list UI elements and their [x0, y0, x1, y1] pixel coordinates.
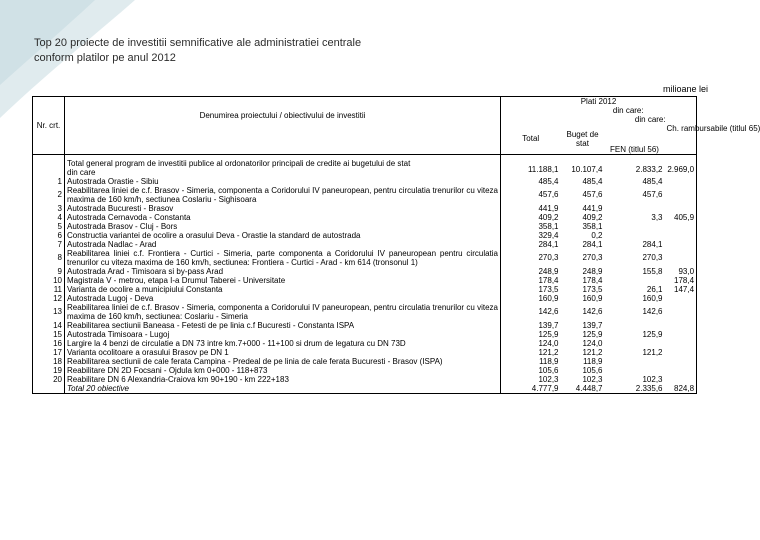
project-name: Reabilitare DN 6 Alexandria-Craiova km 90+190 - km 222+183	[65, 375, 501, 384]
value-buget: 178,4	[582, 275, 603, 285]
header-total: Total	[522, 134, 540, 144]
project-name: Magistrala V - metrou, etapa I-a Drumul Taberei - Universitate	[65, 276, 501, 285]
value-buget: 142,6	[582, 307, 603, 316]
project-name: Reabilitarea sectiunii de cale ferata Campina - Predeal de pe linia de cale ferata Bucuresti - Brasov (ISPA)	[65, 357, 501, 366]
header-din-care-2: din care:	[605, 115, 697, 124]
table-row	[33, 285, 697, 294]
value-fen: 284,1	[642, 239, 663, 249]
project-name: Reabilitarea liniei de c.f. Brasov - Simeria, componenta a Coridorului IV paneuropean, pentru circulatia trenurilor cu viteza maxima de 160 km/h, sectiunea: Coslariu - Simeria	[65, 303, 501, 321]
row-number: 1	[33, 177, 65, 186]
value-buget: 173,5	[582, 284, 603, 294]
value-ch	[665, 294, 697, 303]
row-number: 10	[33, 276, 65, 285]
value-fen	[605, 222, 665, 231]
header-denumire: Denumirea proiectului / obiectivului de investitii	[199, 111, 366, 121]
summary-fen: 2.833,2	[605, 154, 665, 177]
row-number: 16	[33, 339, 65, 348]
value-buget: 441,9	[582, 203, 603, 213]
page-title	[34, 36, 361, 66]
table-row	[33, 240, 697, 249]
project-name: Autostrada Timisoara - Lugoj	[65, 330, 501, 339]
value-buget: 485,4	[582, 176, 603, 186]
value-ch	[665, 186, 697, 204]
value-ch	[665, 222, 697, 231]
summary-ch: 2.969,0	[665, 154, 697, 177]
table-row	[33, 294, 697, 303]
project-name: Varianta de ocolire a municipiului Constanta	[65, 285, 501, 294]
table-row	[33, 357, 697, 366]
project-name: Autostrada Cernavoda - Constanta	[65, 213, 501, 222]
value-total: 102,3	[538, 374, 559, 384]
value-total: 270,3	[538, 253, 559, 262]
row-number: 5	[33, 222, 65, 231]
row-number: 7	[33, 240, 65, 249]
value-fen	[605, 276, 665, 285]
summary-label: Total general program de investitii publice al ordonatorilor principali de credite ai bugetului de stat	[67, 158, 411, 168]
table-row	[33, 249, 697, 267]
footer-buget: 4.448,7	[561, 384, 605, 394]
header-row-1	[33, 97, 697, 107]
value-total: 248,9	[538, 266, 559, 276]
footer-ch: 824,8	[665, 384, 697, 394]
header-plati: Plati 2012	[501, 97, 697, 107]
value-buget: 248,9	[582, 266, 603, 276]
value-total: 125,9	[538, 329, 559, 339]
row-number: 20	[33, 375, 65, 384]
table-row	[33, 276, 697, 285]
footer-label: Total 20 obiective	[65, 384, 501, 394]
value-ch: 405,9	[665, 213, 697, 222]
value-ch	[665, 330, 697, 339]
value-buget: 124,0	[582, 338, 603, 348]
row-number: 9	[33, 267, 65, 276]
table-row	[33, 366, 697, 375]
value-total: 284,1	[538, 239, 559, 249]
value-total: 441,9	[538, 203, 559, 213]
value-ch: 147,4	[665, 285, 697, 294]
project-name: Autostrada Brasov - Cluj - Bors	[65, 222, 501, 231]
title-line-2: conform platilor pe anul 2012	[34, 52, 176, 64]
footer-row	[33, 384, 697, 394]
table-row	[33, 330, 697, 339]
table-row	[33, 177, 697, 186]
project-name: Reabilitarea liniei de c.f. Brasov - Simeria, componenta a Coridorului IV paneuropean, pentru circulatia trenurilor cu viteza maxima de 160 km/h, sectiunea Coslariu - Sighisoara	[65, 186, 501, 204]
table-row	[33, 339, 697, 348]
value-ch	[665, 303, 697, 321]
table-row	[33, 231, 697, 240]
value-buget: 457,6	[582, 190, 603, 199]
value-buget: 409,2	[582, 212, 603, 222]
value-buget: 270,3	[582, 253, 603, 262]
value-ch	[665, 177, 697, 186]
unit-label: milioane lei	[662, 84, 708, 94]
table-row	[33, 348, 697, 357]
table-row	[33, 213, 697, 222]
value-total: 118,9	[539, 356, 559, 366]
footer-fen: 2.335,6	[605, 384, 665, 394]
row-number: 17	[33, 348, 65, 357]
value-fen	[605, 321, 665, 330]
value-ch	[665, 240, 697, 249]
value-ch: 93,0	[665, 267, 697, 276]
header-buget: Buget de stat	[566, 129, 599, 148]
table-row	[33, 375, 697, 384]
value-buget: 284,1	[582, 239, 603, 249]
value-buget: 358,1	[582, 221, 603, 231]
value-fen	[605, 204, 665, 213]
value-total: 409,2	[538, 212, 559, 222]
row-number: 12	[33, 294, 65, 303]
row-number: 8	[33, 249, 65, 267]
value-ch	[665, 321, 697, 330]
value-total: 358,1	[538, 221, 559, 231]
row-number: 18	[33, 357, 65, 366]
value-fen	[605, 231, 665, 240]
value-buget: 105,6	[582, 365, 603, 375]
header-fen: FEN (titlul 56)	[610, 144, 659, 154]
value-fen: 121,2	[642, 347, 663, 357]
value-total: 105,6	[538, 365, 559, 375]
project-name: Autostrada Bucuresti - Brasov	[65, 204, 501, 213]
row-number: 13	[33, 303, 65, 321]
row-number: 4	[33, 213, 65, 222]
row-number: 6	[33, 231, 65, 240]
value-fen: 485,4	[642, 176, 663, 186]
project-name: Largire la 4 benzi de circulatie a DN 73 intre km.7+000 - 11+100 si drum de legatura cu DN 73D	[65, 339, 501, 348]
value-buget: 118,9	[583, 356, 603, 366]
table-row	[33, 186, 697, 204]
value-total: 124,0	[538, 338, 559, 348]
investment-table	[32, 96, 760, 394]
value-total: 160,9	[538, 293, 559, 303]
table-row	[33, 204, 697, 213]
value-fen: 155,8	[642, 266, 663, 276]
project-name: Autostrada Orastie - Sibiu	[65, 177, 501, 186]
value-buget: 121,2	[582, 347, 603, 357]
value-ch	[665, 348, 697, 357]
row-number: 14	[33, 321, 65, 330]
summary-buget: 10.107,4	[561, 154, 605, 177]
project-name: Autostrada Lugoj - Deva	[65, 294, 501, 303]
value-buget: 0,2	[591, 230, 603, 240]
summary-row	[33, 154, 697, 177]
value-total: 457,6	[538, 190, 559, 199]
footer-total: 4.777,9	[501, 384, 561, 394]
header-nr: Nr. crt.	[36, 120, 61, 130]
value-total: 329,4	[538, 230, 559, 240]
row-number: 11	[33, 285, 65, 294]
value-fen	[605, 357, 665, 366]
value-total: 173,5	[538, 284, 559, 294]
value-total: 139,7	[538, 320, 559, 330]
value-fen: 102,3	[642, 374, 663, 384]
value-fen: 125,9	[642, 329, 663, 339]
value-ch	[665, 231, 697, 240]
value-fen: 457,6	[642, 190, 663, 199]
project-name: Constructia variantei de ocolire a orasului Deva - Orastie la standard de autostrada	[65, 231, 501, 240]
value-total: 485,4	[538, 176, 559, 186]
value-ch	[665, 339, 697, 348]
value-fen: 26,1	[646, 284, 663, 294]
project-name: Autostrada Arad - Timisoara si by-pass Arad	[65, 267, 501, 276]
value-ch	[665, 357, 697, 366]
value-total: 121,2	[538, 347, 559, 357]
row-number: 2	[33, 186, 65, 204]
value-fen	[605, 366, 665, 375]
value-buget: 139,7	[582, 320, 603, 330]
summary-total: 11.188,1	[501, 154, 561, 177]
header-ch: Ch. rambursabile (titlul 65)	[665, 124, 697, 154]
summary-din-care: din care	[67, 167, 96, 177]
project-name: Reabilitare DN 2D Focsani - Ojdula km 0+000 - 118+873	[65, 366, 501, 375]
value-fen: 3,3	[651, 212, 663, 222]
table-row	[33, 321, 697, 330]
value-buget: 125,9	[582, 329, 603, 339]
value-ch	[665, 375, 697, 384]
value-fen: 270,3	[642, 253, 663, 262]
value-ch: 178,4	[665, 276, 697, 285]
value-ch	[665, 249, 697, 267]
value-total: 142,6	[538, 307, 559, 316]
value-ch	[665, 366, 697, 375]
row-number: 19	[33, 366, 65, 375]
project-name: Varianta ocolitoare a orasului Brasov pe DN 1	[65, 348, 501, 357]
value-buget: 160,9	[582, 293, 603, 303]
value-fen	[605, 339, 665, 348]
table-row	[33, 303, 697, 321]
row-number: 15	[33, 330, 65, 339]
value-total: 178,4	[538, 275, 559, 285]
table-row	[33, 222, 697, 231]
value-fen: 142,6	[642, 307, 663, 316]
project-name: Reabilitarea sectiunii Baneasa - Fetesti de pe linia c.f Bucuresti - Constanta ISPA	[65, 321, 501, 330]
table-row	[33, 267, 697, 276]
project-name: Reabilitarea liniei c.f. Frontiera - Curtici - Simeria, parte componenta a Coridorului IV paneuropean pentru circulatia trenurilor cu viteza maxima de 160 km/h, sectiunea: Frontiera - Curtici - Arad - km 614 (tronsonul 1)	[65, 249, 501, 267]
value-ch	[665, 204, 697, 213]
row-number: 3	[33, 204, 65, 213]
value-buget: 102,3	[582, 374, 603, 384]
project-name: Autostrada Nadlac - Arad	[65, 240, 501, 249]
value-fen: 160,9	[642, 293, 663, 303]
header-din-care: din care:	[561, 106, 697, 115]
title-line-1: Top 20 proiecte de investitii semnificative ale administratiei centrale	[34, 37, 362, 49]
